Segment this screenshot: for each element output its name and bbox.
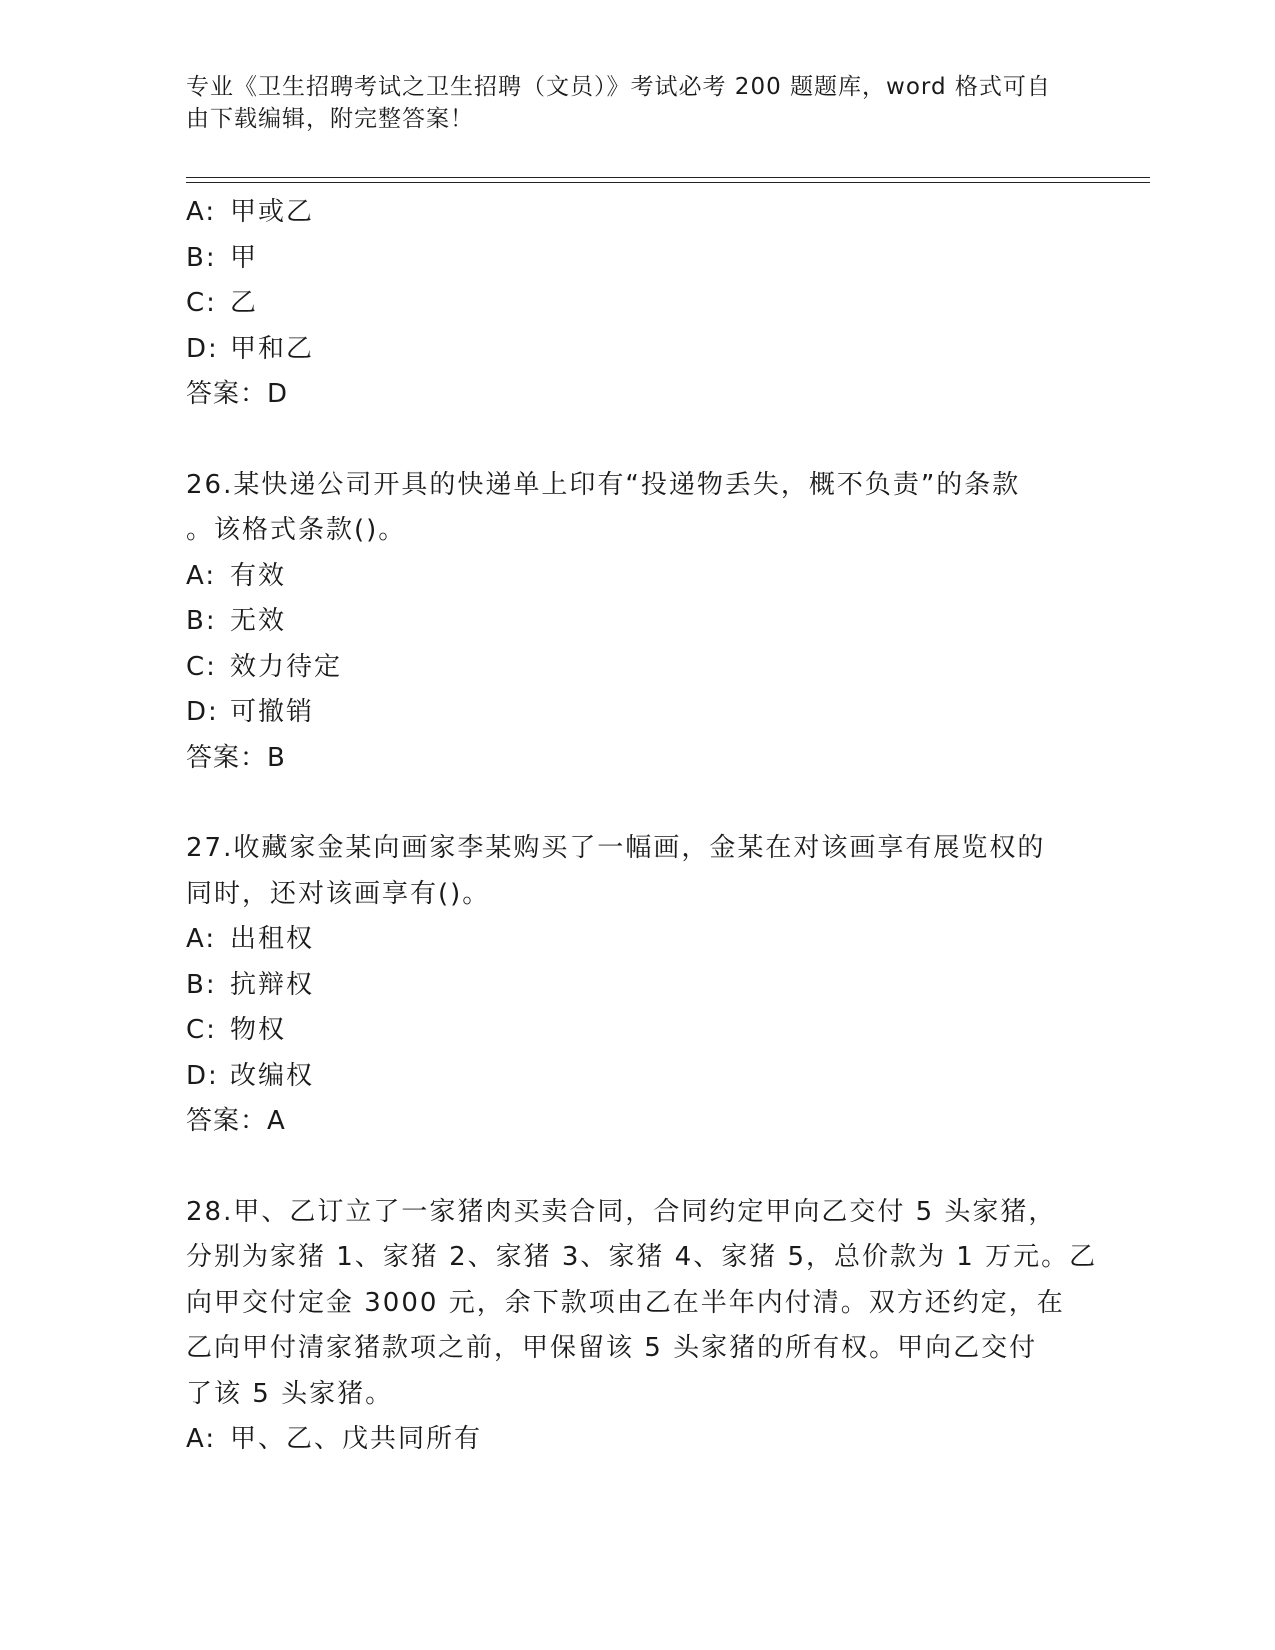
question-stem-line: 乙向甲付清家猪款项之前，甲保留该 5 头家猪的所有权。甲向乙交付 — [186, 1333, 1038, 1363]
question-stem-line: 。该格式条款()。 — [186, 515, 407, 545]
option-text: 甲或乙 — [230, 197, 315, 227]
header-line-1: 专业《卫生招聘考试之卫生招聘（文员）》考试必考 200 题题库，word 格式可自 — [186, 74, 1051, 100]
option-text: 效力待定 — [230, 651, 343, 682]
option-text: 抗辩权 — [230, 969, 315, 1000]
option-text: 甲 — [230, 242, 259, 273]
header-line-2: 由下载编辑，附完整答案！ — [186, 106, 474, 132]
option-c — [186, 1008, 1086, 1054]
option-key: D: — [186, 333, 219, 364]
option-d — [186, 1054, 1086, 1100]
option-text: 有效 — [230, 560, 287, 591]
option-d — [186, 690, 1086, 736]
question-stem-line: 了该 5 头家猪。 — [186, 1378, 394, 1409]
option-text: 甲、乙、戊共同所有 — [230, 1424, 483, 1454]
option-key: B: — [186, 606, 217, 636]
question-26 — [186, 463, 1086, 782]
option-text: 可撤销 — [230, 697, 315, 727]
option-key: A: — [186, 197, 217, 227]
answer-line: 答案：A — [186, 1106, 286, 1136]
option-text: 改编权 — [230, 1060, 315, 1091]
question-stem-line: 27.收藏家金某向画家李某购买了一幅画，金某在对该画享有展览权的 — [186, 833, 1046, 863]
option-key: B: — [186, 242, 217, 273]
header-rule-bottom — [186, 182, 1150, 183]
option-a — [186, 190, 1086, 236]
option-text: 物权 — [230, 1015, 287, 1045]
option-c — [186, 645, 1086, 691]
option-key: C: — [186, 288, 217, 318]
answer-line: 答案：B — [186, 742, 286, 773]
question-stem-line: 分别为家猪 1、家猪 2、家猪 3、家猪 4、家猪 5，总价款为 1 万元。乙 — [186, 1242, 1098, 1272]
option-a — [186, 554, 1086, 600]
question-stem-line: 同时，还对该画享有()。 — [186, 878, 491, 909]
option-key: D: — [186, 697, 219, 727]
option-c — [186, 281, 1086, 327]
option-b — [186, 236, 1086, 282]
option-a — [186, 1417, 1086, 1463]
question-28 — [186, 1190, 1098, 1463]
option-b — [186, 963, 1086, 1009]
question-stem-line: 28.甲、乙订立了一家猪肉买卖合同，合同约定甲向乙交付 5 头家猪， — [186, 1196, 1057, 1227]
option-d — [186, 327, 1086, 373]
option-text: 甲和乙 — [230, 333, 315, 364]
option-key: C: — [186, 1015, 217, 1045]
option-key: A: — [186, 560, 217, 591]
option-key: C: — [186, 651, 217, 682]
header-rule-top — [186, 177, 1150, 178]
option-b — [186, 599, 1086, 645]
option-text: 乙 — [230, 288, 259, 318]
option-key: B: — [186, 969, 217, 1000]
option-key: D: — [186, 1060, 219, 1091]
option-text: 出租权 — [230, 924, 315, 954]
option-text: 无效 — [230, 606, 287, 636]
option-key: A: — [186, 1424, 217, 1454]
document-body — [186, 190, 1098, 1463]
option-key: A: — [186, 924, 217, 954]
answer-line: 答案：D — [186, 379, 289, 409]
document-header — [186, 71, 1066, 135]
question-stem-line: 向甲交付定金 3000 元，余下款项由乙在半年内付清。双方还约定，在 — [186, 1287, 1065, 1318]
question-27 — [186, 826, 1086, 1145]
option-a — [186, 917, 1086, 963]
question-stem-line: 26.某快递公司开具的快递单上印有“投递物丢失，概不负责”的条款 — [186, 469, 1021, 500]
question-25 — [186, 190, 1086, 418]
